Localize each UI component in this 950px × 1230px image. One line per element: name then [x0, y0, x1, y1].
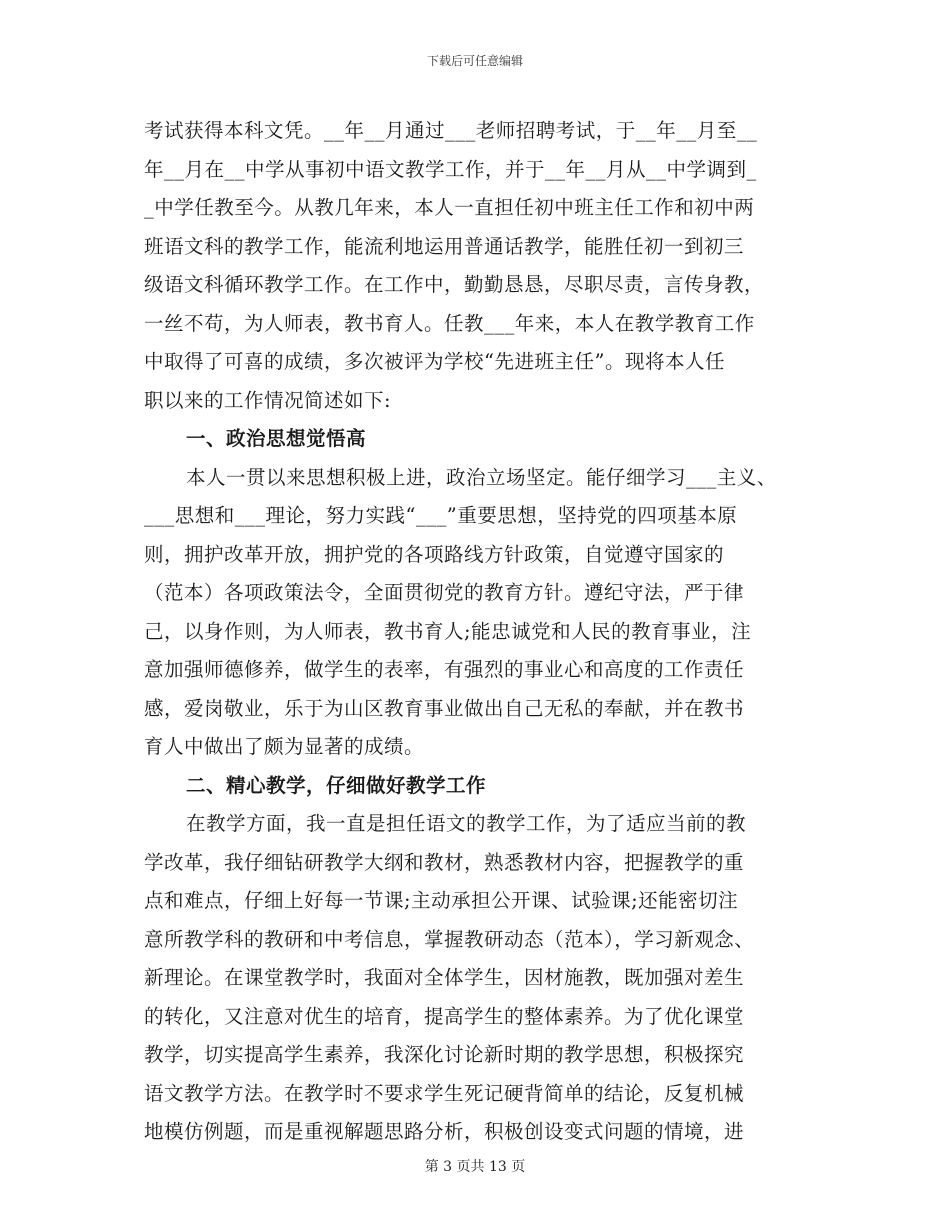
text-line: 教学，切实提高学生素养，我深化讨论新时期的教学思想，积极探究: [144, 1043, 745, 1066]
text-line: 中取得了可喜的成绩，多次被评为学校“先进班主任”。现将本人任: [144, 350, 725, 373]
text-line: 地模仿例题，而是重视解题思路分析，积极创设变式问题的情境，进: [144, 1120, 745, 1143]
text-line: 在教学方面，我一直是担任语文的教学工作，为了适应当前的教: [186, 812, 747, 835]
text-line: 级语文科循环教学工作。在工作中，勤勤恳恳，尽职尽责，言传身教，: [144, 273, 765, 296]
text-line: 年__月在__中学从事初中语文教学工作，并于__年__月从__中学调到_: [144, 157, 757, 181]
text-line: 则，拥护改革开放，拥护党的各项路线方针政策，自觉遵守国家的: [144, 542, 725, 566]
text-line: 职以来的工作情况简述如下:: [144, 388, 392, 412]
text-line: （范本）各项政策法令，全面贯彻党的教育方针。遵纪守法，严于律: [144, 581, 745, 604]
text-line: 意加强师德修养，做学生的表率，有强烈的事业心和高度的工作责任: [144, 658, 745, 681]
text-line: 新理论。在课堂教学时，我面对全体学生，因材施教，既加强对差生: [144, 966, 745, 989]
text-line: 一丝不苟，为人师表，教书育人。任教___年来，本人在教学教育工作: [144, 311, 755, 335]
text-line: 语文教学方法。在教学时不要求学生死记硬背简单的结论，反复机械: [144, 1081, 745, 1105]
text-line: 本人一贯以来思想积极上进，政治立场坚定。能仔细学习___主义、: [186, 465, 777, 489]
text-line: 点和难点，仔细上好每一节课;主动承担公开课、试验课;还能密切注: [144, 889, 739, 912]
page-header: 下载后可任意编辑: [426, 54, 523, 68]
section-heading: 一、政治思想觉悟高: [186, 427, 367, 450]
text-line: 学改革，我仔细钻研教学大纲和教材，熟悉教材内容，把握教学的重: [144, 850, 745, 874]
text-line: 感，爱岗敬业，乐于为山区教育事业做出自己无私的奉献，并在教书: [144, 696, 745, 720]
text-line: _中学任教至今。从教几年来，本人一直担任初中班主任工作和初中两: [144, 196, 755, 219]
page-footer: 第 3 页共 13 页: [424, 1159, 526, 1175]
section-heading: 二、精心教学，仔细做好教学工作: [186, 773, 487, 797]
text-line: 育人中做出了颇为显著的成绩。: [144, 735, 425, 758]
text-line: 己，以身作则，为人师表，教书育人;能忠诚党和人民的教育事业，注: [144, 619, 752, 643]
text-line: 班语文科的教学工作，能流利地运用普通话教学，能胜任初一到初三: [144, 234, 745, 258]
text-line: 的转化，又注意对优生的培育，提高学生的整体素养。为了优化课堂: [144, 1004, 745, 1028]
text-line: ___思想和___理论，努力实践“___”重要思想，坚持党的四项基本原: [144, 504, 738, 527]
document-body: [144, 112, 824, 1152]
text-line: 考试获得本科文凭。__年__月通过___老师招聘考试，于__年__月至__: [144, 119, 758, 142]
text-line: 意所教学科的教研和中考信息，掌握教研动态（范本），学习新观念、: [144, 927, 755, 951]
